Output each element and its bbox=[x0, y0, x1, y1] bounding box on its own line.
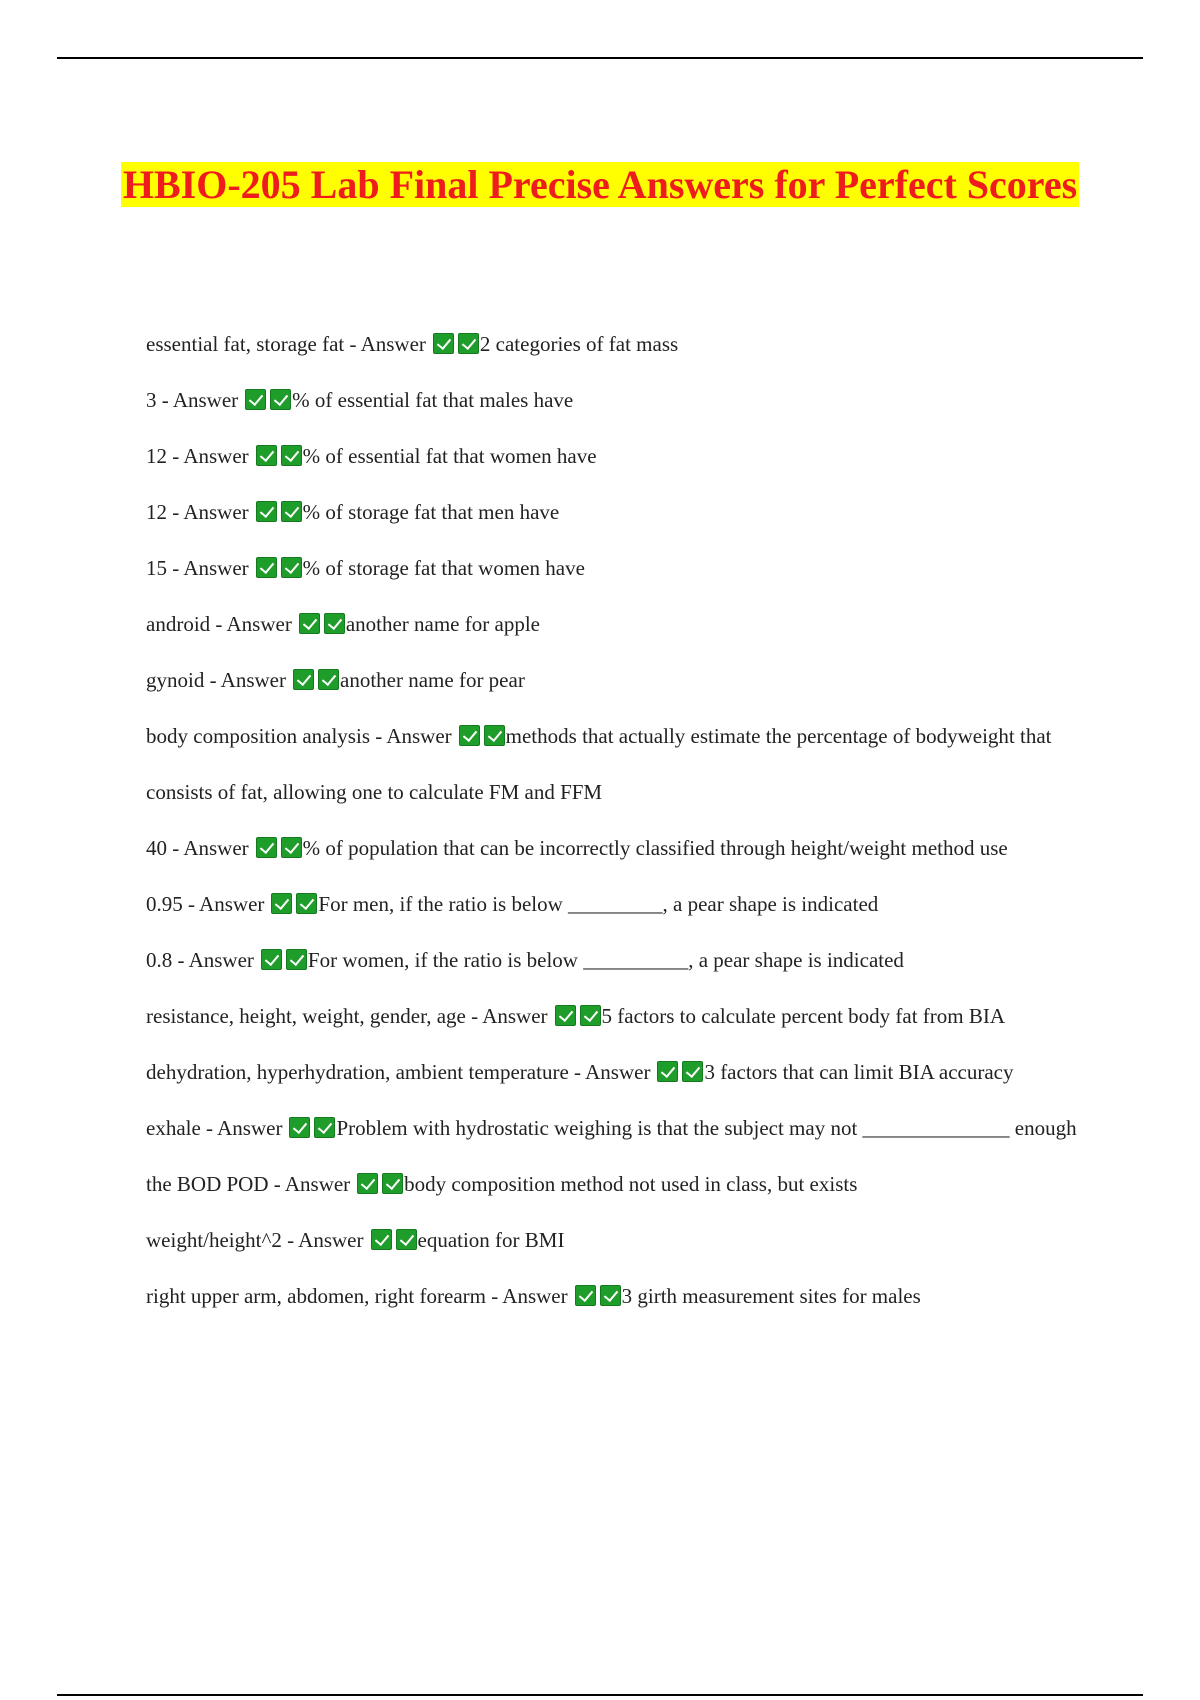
check-mark-icon bbox=[256, 557, 277, 578]
qa-term: 0.95 bbox=[146, 892, 183, 916]
check-mark-icon bbox=[293, 669, 314, 690]
check-mark-icon bbox=[256, 501, 277, 522]
qa-term: 3 bbox=[146, 388, 157, 412]
check-mark-icon bbox=[281, 837, 302, 858]
qa-item bbox=[146, 1100, 1086, 1156]
check-mark-icon bbox=[371, 1229, 392, 1250]
qa-item bbox=[146, 428, 1086, 484]
qa-term: body composition analysis bbox=[146, 724, 370, 748]
qa-answer-label: - Answer bbox=[344, 332, 426, 356]
qa-definition: 3 factors that can limit BIA accuracy bbox=[704, 1060, 1014, 1084]
check-mark-icon bbox=[281, 501, 302, 522]
qa-term: weight/height^2 bbox=[146, 1228, 282, 1252]
check-mark-icon bbox=[600, 1285, 621, 1306]
check-mark-icon bbox=[382, 1173, 403, 1194]
qa-item bbox=[146, 372, 1086, 428]
qa-answer-label: - Answer bbox=[182, 892, 265, 916]
check-mark-icon bbox=[657, 1061, 678, 1082]
qa-item bbox=[146, 1156, 1086, 1212]
qa-definition: % of storage fat that women have bbox=[302, 556, 585, 580]
check-mark-icon bbox=[286, 949, 307, 970]
check-mark-icon bbox=[256, 445, 277, 466]
qa-term: right upper arm, abdomen, right forearm bbox=[146, 1284, 486, 1308]
qa-item bbox=[146, 876, 1086, 932]
qa-definition: % of storage fat that men have bbox=[302, 500, 560, 524]
qa-definition: % of essential fat that women have bbox=[302, 444, 597, 468]
qa-definition: % of essential fat that males have bbox=[292, 388, 574, 412]
check-mark-icon bbox=[458, 333, 479, 354]
check-mark-icon bbox=[289, 1117, 310, 1138]
qa-item bbox=[146, 1044, 1086, 1100]
check-mark-icon bbox=[271, 893, 292, 914]
qa-term: android bbox=[146, 612, 211, 636]
check-mark-icon bbox=[261, 949, 282, 970]
qa-definition: 2 categories of fat mass bbox=[479, 332, 679, 356]
qa-answer-label: - Answer bbox=[156, 388, 239, 412]
qa-definition: For men, if the ratio is below _________, a pear shape is indicated bbox=[318, 892, 879, 916]
check-mark-icon bbox=[575, 1285, 596, 1306]
qa-answer-label: - Answer bbox=[370, 724, 452, 748]
qa-answer-label: - Answer bbox=[172, 948, 254, 972]
check-mark-icon bbox=[580, 1005, 601, 1026]
qa-item bbox=[146, 540, 1086, 596]
qa-term: dehydration, hyperhydration, ambient temperature bbox=[146, 1060, 569, 1084]
qa-answer-label: - Answer bbox=[167, 500, 249, 524]
qa-item bbox=[146, 1212, 1086, 1268]
qa-term: 40 bbox=[146, 836, 167, 860]
qa-answer-label: - Answer bbox=[167, 444, 249, 468]
qa-term: the BOD POD bbox=[146, 1172, 269, 1196]
qa-definition: equation for BMI bbox=[417, 1228, 565, 1252]
check-mark-icon bbox=[396, 1229, 417, 1250]
qa-term: 0.8 bbox=[146, 948, 173, 972]
qa-definition: methods that actually estimate the percentage of bodyweight that consists of fat, allowing one to calculate FM and FFM bbox=[146, 724, 1052, 804]
qa-term: essential fat, storage fat bbox=[146, 332, 345, 356]
qa-item bbox=[146, 932, 1086, 988]
check-mark-icon bbox=[357, 1173, 378, 1194]
qa-answer-label: - Answer bbox=[281, 1228, 364, 1252]
qa-definition: 5 factors to calculate percent body fat from BIA bbox=[601, 1004, 1006, 1028]
qa-term: 12 bbox=[146, 444, 167, 468]
footer-rule bbox=[57, 1694, 1143, 1696]
check-mark-icon bbox=[296, 893, 317, 914]
check-mark-icon bbox=[281, 557, 302, 578]
qa-answer-label: - Answer bbox=[268, 1172, 351, 1196]
qa-item bbox=[146, 1268, 1086, 1324]
qa-answer-label: - Answer bbox=[204, 668, 286, 692]
qa-answer-label: - Answer bbox=[167, 556, 249, 580]
qa-item bbox=[146, 652, 1086, 708]
qa-item bbox=[146, 484, 1086, 540]
qa-item bbox=[146, 988, 1086, 1044]
qa-term: 12 bbox=[146, 500, 167, 524]
qa-answer-label: - Answer bbox=[465, 1004, 548, 1028]
check-mark-icon bbox=[433, 333, 454, 354]
check-mark-icon bbox=[324, 613, 345, 634]
qa-item bbox=[146, 316, 1086, 372]
qa-term: gynoid bbox=[146, 668, 205, 692]
document-title bbox=[0, 138, 1200, 231]
check-mark-icon bbox=[299, 613, 320, 634]
qa-term: exhale bbox=[146, 1116, 201, 1140]
qa-definition: another name for pear bbox=[340, 668, 525, 692]
check-mark-icon bbox=[245, 389, 266, 410]
header-rule bbox=[57, 57, 1143, 59]
check-mark-icon bbox=[318, 669, 339, 690]
qa-answer-label: - Answer bbox=[210, 612, 292, 636]
check-mark-icon bbox=[459, 725, 480, 746]
qa-item bbox=[146, 708, 1086, 820]
qa-term: resistance, height, weight, gender, age bbox=[146, 1004, 466, 1028]
qa-definition: body composition method not used in class, but exists bbox=[404, 1172, 858, 1196]
check-mark-icon bbox=[256, 837, 277, 858]
qa-definition: another name for apple bbox=[345, 612, 540, 636]
qa-answer-label: - Answer bbox=[167, 836, 249, 860]
qa-item bbox=[146, 596, 1086, 652]
qa-definition: For women, if the ratio is below __________, a pear shape is indicated bbox=[307, 948, 904, 972]
qa-list bbox=[146, 316, 1086, 1324]
check-mark-icon bbox=[682, 1061, 703, 1082]
qa-answer-label: - Answer bbox=[485, 1284, 568, 1308]
qa-definition: % of population that can be incorrectly classified through height/weight method use bbox=[302, 836, 1008, 860]
qa-item bbox=[146, 820, 1086, 876]
check-mark-icon bbox=[270, 389, 291, 410]
qa-definition: 3 girth measurement sites for males bbox=[621, 1284, 921, 1308]
check-mark-icon bbox=[314, 1117, 335, 1138]
check-mark-icon bbox=[281, 445, 302, 466]
document-title-text: HBIO-205 Lab Final Precise Answers for Perfect Scores bbox=[122, 162, 1078, 207]
qa-term: 15 bbox=[146, 556, 167, 580]
check-mark-icon bbox=[555, 1005, 576, 1026]
check-mark-icon bbox=[484, 725, 505, 746]
qa-answer-label: - Answer bbox=[568, 1060, 651, 1084]
qa-answer-label: - Answer bbox=[200, 1116, 283, 1140]
qa-definition: Problem with hydrostatic weighing is that the subject may not ______________ enough bbox=[336, 1116, 1077, 1140]
